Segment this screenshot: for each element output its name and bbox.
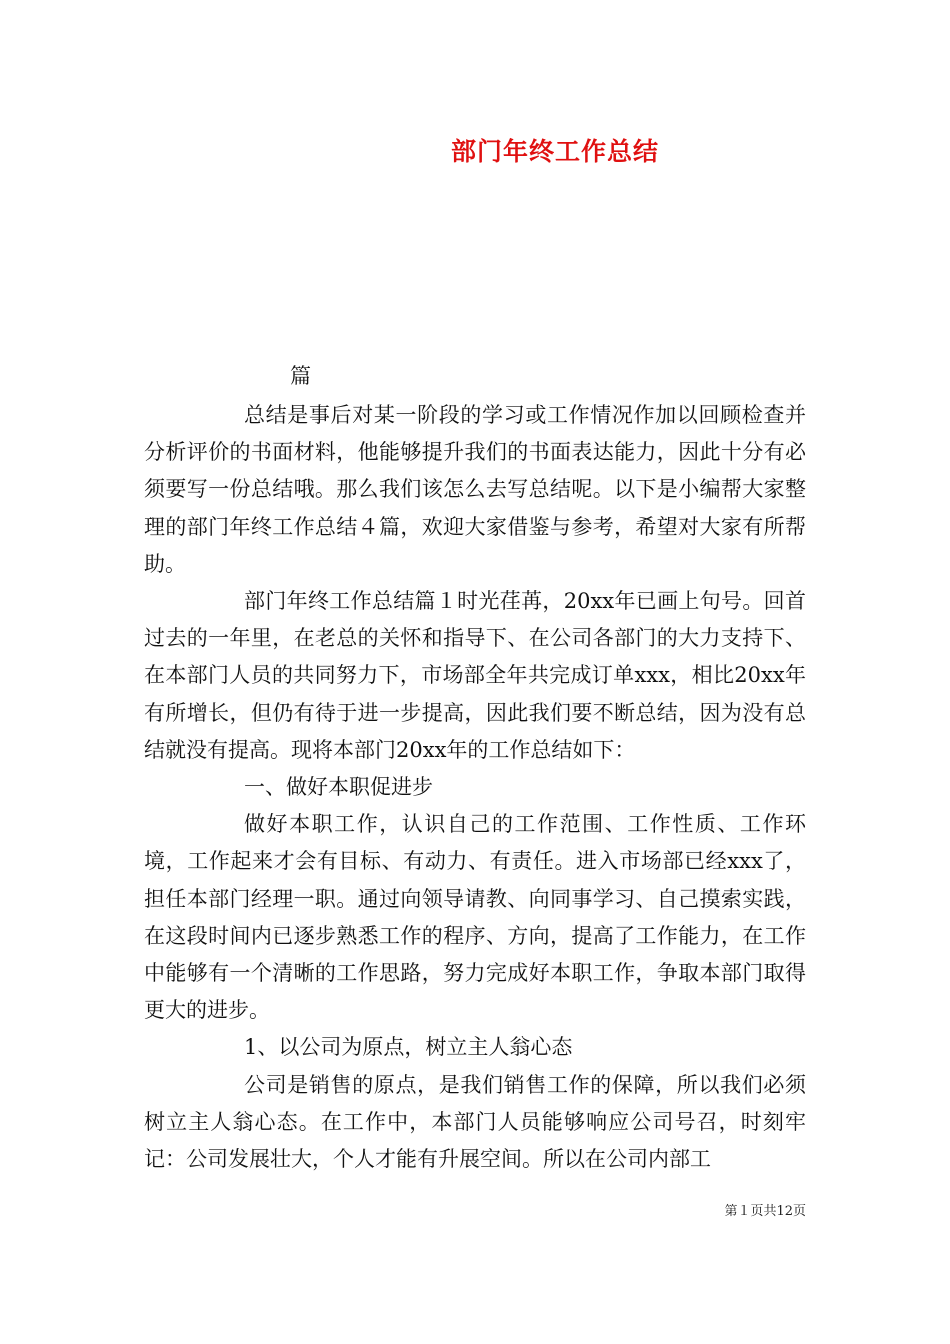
document-title: 部门年终工作总结 bbox=[450, 137, 659, 166]
page-indicator: 第１页共12页 bbox=[724, 1204, 806, 1219]
heading-subsection-1: 1、以公司为原点，树立主人翁心态 bbox=[244, 1035, 573, 1060]
paragraph-subsection-1: 公司是销售的原点，是我们销售工作的保障，所以我们必须树立主人翁心态。在工作中，本部门人员能够响应公司号召，时刻牢记：公司发展壮大，个人才能有升展空间。所以在公司内部工 bbox=[144, 1072, 806, 1172]
heading-section-1: 一、做好本职促进步 bbox=[244, 775, 433, 800]
paragraph-intro: 总结是事后对某一阶段的学习或工作情况作加以回顾检查并分析评价的书面材料，他能够提升我们的书面表达能力，因此十分有必须要写一份总结哦。那么我们该怎么去写总结呢。以下是小编帮大家整理的部门年终工作总结４篇，欢迎大家借鉴与参考，希望对大家有所帮助。 bbox=[144, 403, 806, 576]
paragraph-section-1: 做好本职工作，认识自己的工作范围、工作性质、工作环境，工作起来才会有目标、有动力、有责任。进入市场部已经xxx了，担任本部门经理一职。通过向领导请教、向同事学习、自己摸索实践，在这段时间内已逐步熟悉工作的程序、方向，提高了工作能力，在工作中能够有一个清晰的工作思路，努力完成好本职工作，争取本部门取得更大的进步。 bbox=[144, 812, 806, 1023]
document-body bbox=[144, 397, 806, 1178]
paragraph-part-1: 部门年终工作总结篇１时光荏苒，20xx年已画上句号。回首过去的一年里，在老总的关怀和指导下、在公司各部门的大力支持下、在本部门人员的共同努力下，市场部全年共完成订单xxx，相比20xx年有所增长，但仍有待于进一步提高，因此我们要不断总结，因为没有总结就没有提高。现将本部门20xx年的工作总结如下： bbox=[144, 589, 806, 762]
section-marker: 篇 bbox=[290, 364, 311, 388]
